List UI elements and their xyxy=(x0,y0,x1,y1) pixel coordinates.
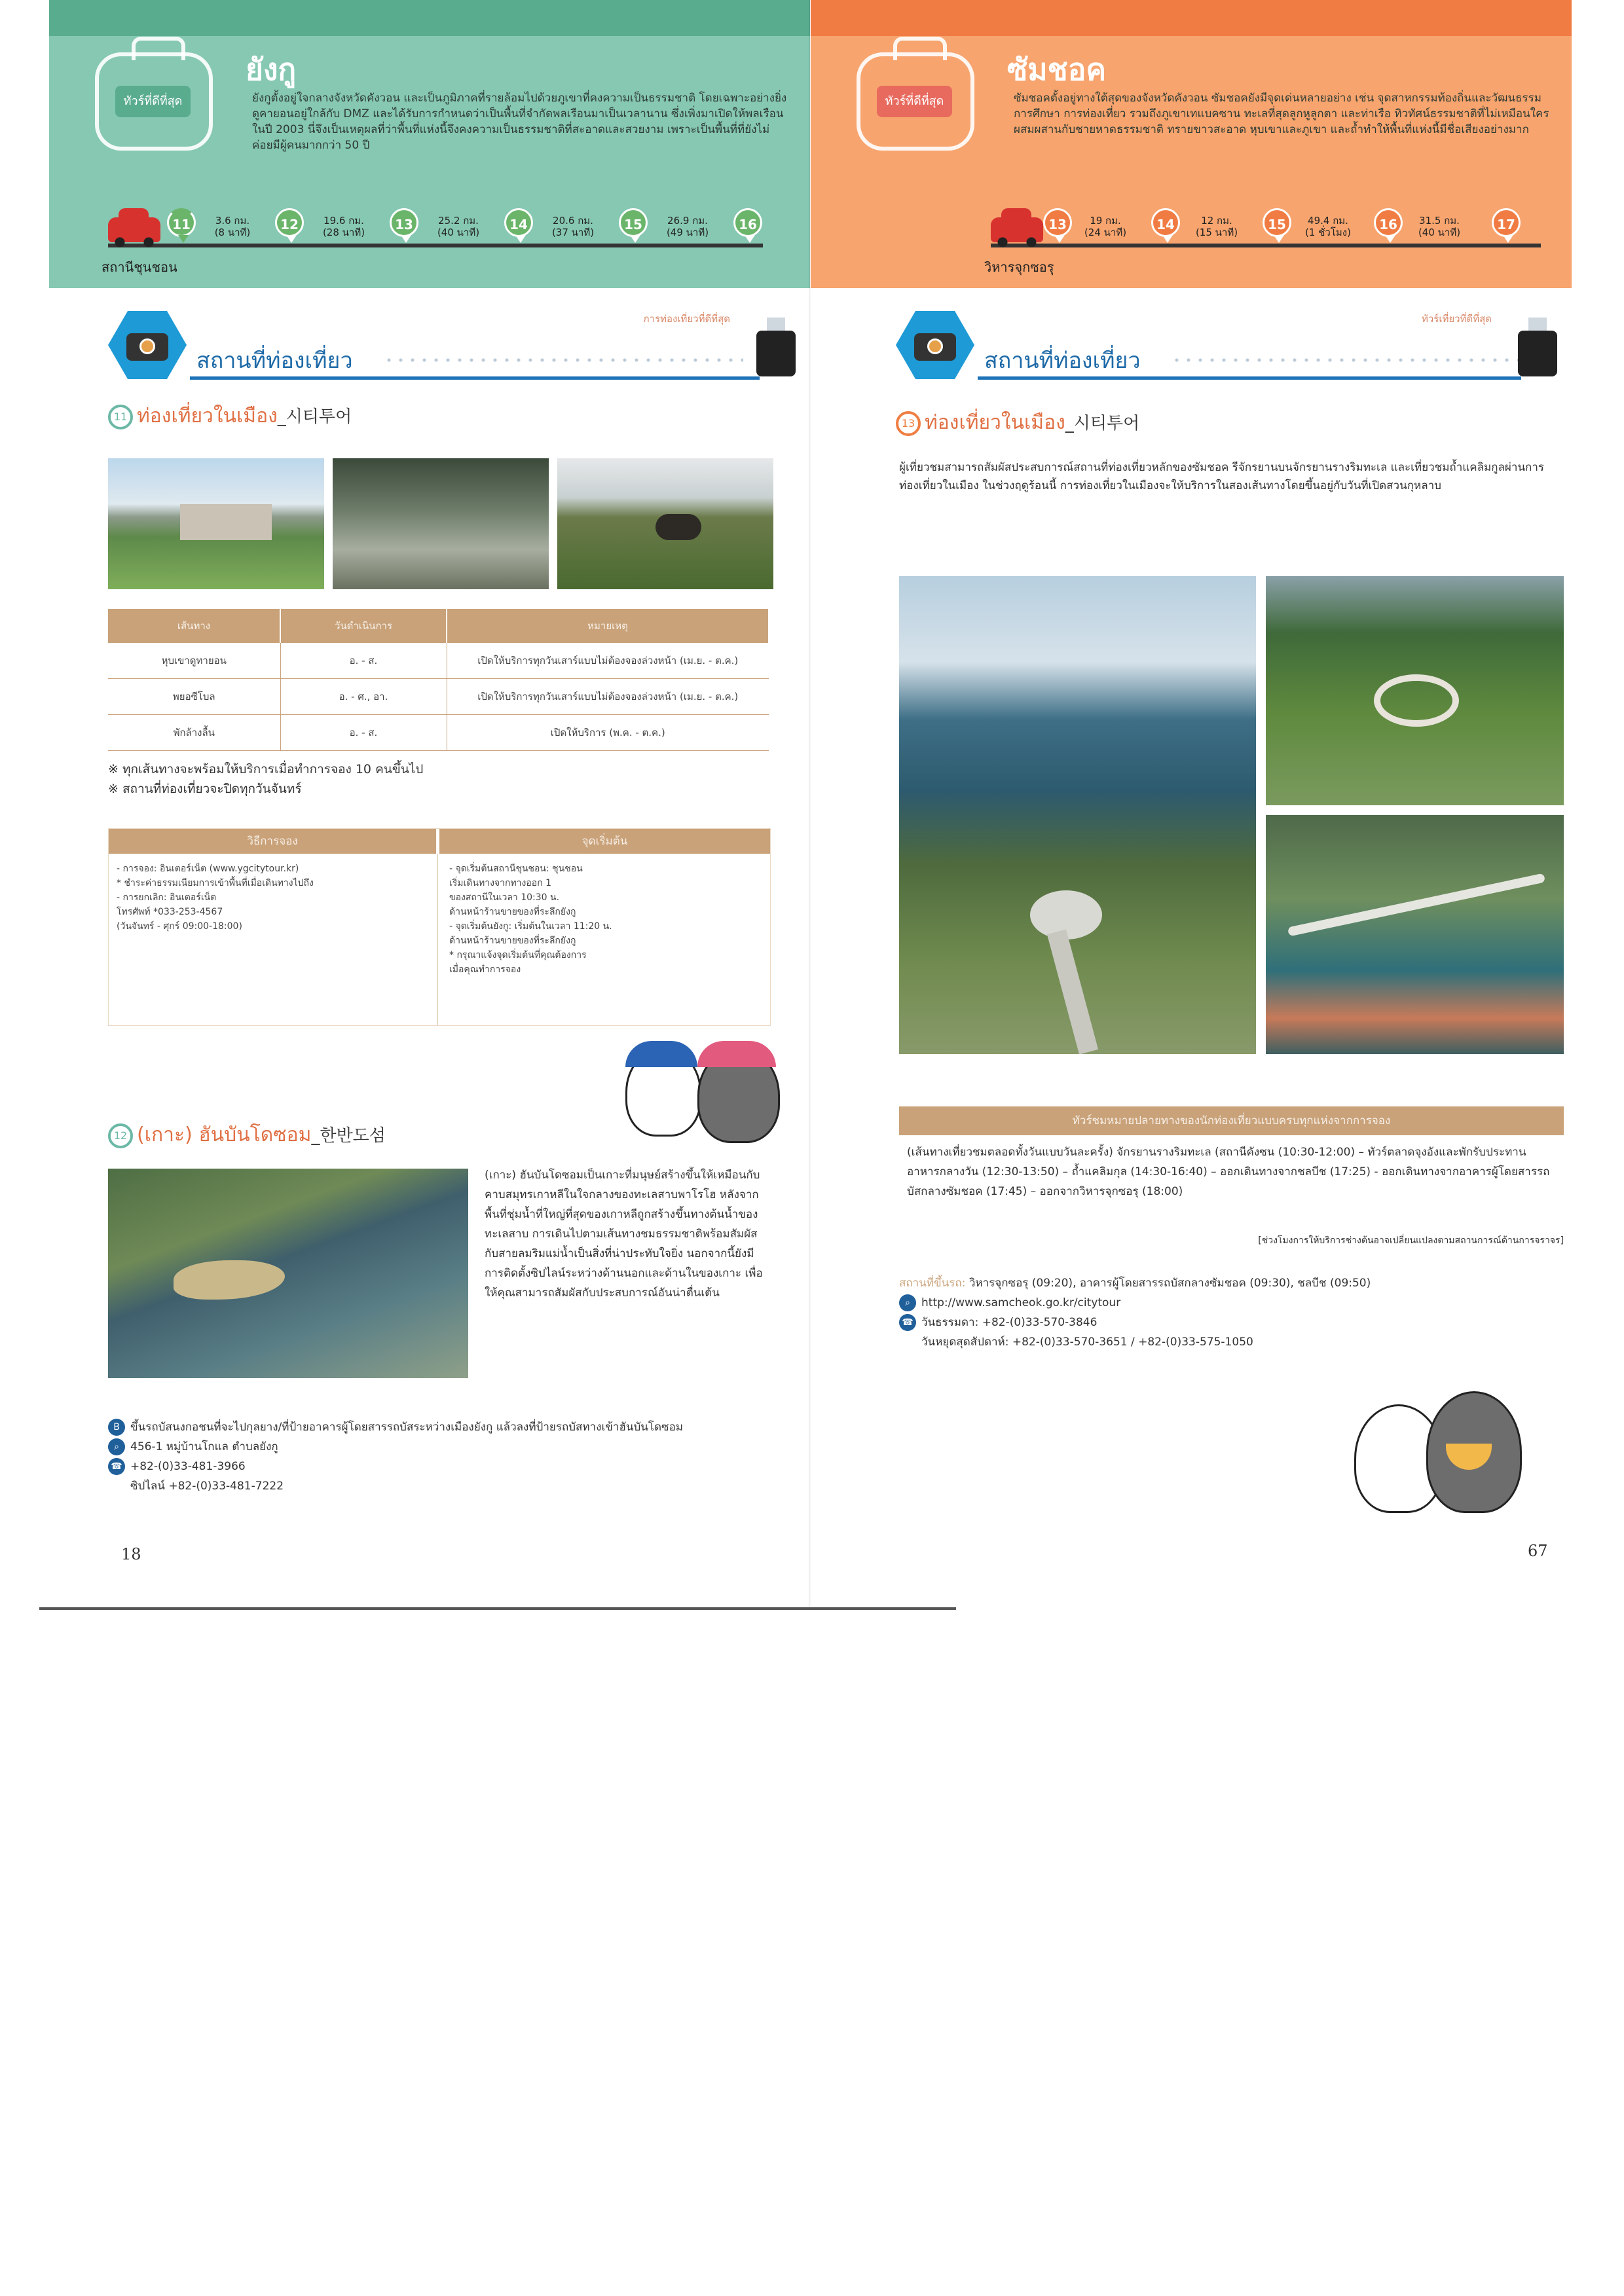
distance-label: 26.9 กม. (49 นาที) xyxy=(666,215,709,238)
stop-marker: 13 xyxy=(390,208,418,237)
distance-label: 49.4 กม. (1 ชั่วโมง) xyxy=(1305,215,1351,238)
booking-box xyxy=(108,828,771,1026)
subsection-hanbando: 12 (เกาะ) ฮันบันโดซอม_한반도섬 xyxy=(108,1120,386,1150)
phone-icon: ☎ xyxy=(108,1458,125,1475)
page-number: 18 xyxy=(121,1545,141,1563)
photo-coastal-park xyxy=(899,576,1256,1054)
table-row: พยอซีโบล อ. - ศ., อา. เปิดให้บริการทุกวันเสาร์แบบไม่ต้องจองล่วงหน้า (เม.ย. - ต.ค.) xyxy=(108,679,769,715)
section-title: สถานที่ท่องเที่ยว xyxy=(196,348,353,374)
distance-label: 12 กม. (15 นาที) xyxy=(1195,215,1238,238)
globe-icon: ⌕ xyxy=(899,1294,916,1311)
camera-icon xyxy=(108,311,187,379)
stop-marker: 14 xyxy=(504,208,533,237)
section-header xyxy=(108,311,796,383)
mascot-illustration xyxy=(612,1041,783,1152)
region-title: ยังกู xyxy=(246,52,297,87)
right-header-band xyxy=(811,0,1572,288)
section-tagline: ทัวร์เที่ยวที่ดีที่สุด xyxy=(1421,313,1492,325)
table-header: เส้นทาง xyxy=(108,609,280,643)
stop-marker: 11 xyxy=(167,208,196,237)
suitcase-icon xyxy=(857,52,974,151)
bag-tag: ทัวร์ที่ดีที่สุด xyxy=(877,86,952,117)
location-pin-icon: 13 xyxy=(896,411,921,436)
route-origin: วิหารจุกซอรุ xyxy=(984,259,1054,275)
suitcase-icon xyxy=(95,52,213,151)
tour-box-text: (เส้นทางเที่ยวชมตลอดทั้งวันแบบวันละครั้ง) จักรยานรางริมทะเล (สถานีคังซน (10:30-12:00) – ทัวร์ตลาดจุงอังและพักรับประทานอาหารกลางวัน (12:30-13:50) – ถ้ำแคลิมกุล (14:30-16:40) – ออกเดินทางจากชลบีช (17:25) - ออกเดินทางจากอาคารผู้โดยสารรถบัสกลางซัมชอค (17:45) – ออกจากวิหารจุกซอรุ (18:00) xyxy=(907,1146,1550,1198)
photo-animal xyxy=(557,458,773,589)
bus-icon: B xyxy=(108,1419,125,1436)
distance-label: 19 กม. (24 นาที) xyxy=(1084,215,1127,238)
location-pin-icon: 11 xyxy=(108,405,133,429)
table-header: หมายเหตุ xyxy=(447,609,769,643)
right-page xyxy=(811,0,1572,1611)
camera-icon xyxy=(896,311,974,379)
photo-museum xyxy=(108,458,324,589)
region-description: ซัมชอคตั้งอยู่ทางใต้สุดของจังหวัดคังวอน ซัมชอคยังมีจุดเด่นหลายอย่าง เช่น จุดสาหกรรมท้องถิ่นและวัฒนธรรม การศึกษา การท่องเที่ยว รวมถึงภูเขาเทแบคซาน ทะเลที่สุดลูกหูลูกตา และท่าเรือ ทิวทัศน์ธรรมชาติที่ไม่เหมือนใครผสมผสานกับชายหาดธรรมชาติ ทรายขาวสะอาด หุบเขาและภูเขา และถ้ำทำให้พื้นที่แห่งนี้มีชื่อเสียงอย่างมาก xyxy=(1014,92,1549,136)
stop-marker: 13 xyxy=(1043,208,1072,237)
luggage-icon xyxy=(756,331,796,376)
subsection-city-tour: 11 ท่องเที่ยวในเมือง_시티투어 xyxy=(108,401,352,431)
contact-info: B ขึ้นรถบัสนงกอชนที่จะไปกุลยาง/ที่ป้ายอาคารผู้โดยสารรถบัสระหว่างเมืองยังกู แล้วลงที่ป้ายรถบัสทางเข้าฮันบันโดซอม ⌕ 456-1 หมู่บ้านโกแล ตำบลยังกู ☎ +82-(0)33-481-3966 ซิปไลน์ +82-(0)33-481-7222 xyxy=(108,1417,802,1496)
city-tour-intro: ผู้เที่ยวชมสามารถสัมผัสประสบการณ์สถานที่ท่องเที่ยวหลักของซัมชอค รีจักรยานบนจักรยานรางริมทะเล และเที่ยวชมถ้ำแคลิมกูลผ่านการท่องเที่ยวในเมือง ในช่วงฤดูร้อนนี้ การท่องเที่ยวในเมืองจะให้บริการในสองเส้นทางโดยขึ้นอยู่กับวันที่เปิดสวนกุหลาบ xyxy=(899,461,1545,492)
brochure-spread xyxy=(49,0,1572,1611)
route-bar xyxy=(991,203,1541,268)
table-header: วันดำเนินการ xyxy=(280,609,447,643)
bag-tag: ทัวร์ที่ดีที่สุด xyxy=(115,86,191,117)
left-top-strip xyxy=(49,0,810,36)
phone-icon: ☎ xyxy=(899,1314,916,1331)
departure-text: - จุดเริ่มต้นสถานีชุนชอน: ชุนชอน เริ่มเดินทางจากทางออก 1 ของสถานีในเวลา 10:30 น. ด้านหน้าร้านขายของที่ระลึกยังกู - จุดเริ่มต้นยังกู: เริ่มต้นในเวลา 11:20 น. ด้านหน้าร้านขายของที่ระลึกยังกู * กรุณาแจ้งจุดเริ่มต้นที่คุณต้องการ เมื่อคุณทำการจอง xyxy=(449,864,612,975)
stop-marker: 16 xyxy=(733,208,762,237)
stop-marker: 12 xyxy=(275,208,304,237)
distance-label: 19.6 กม. (28 นาที) xyxy=(322,215,365,238)
region-title: ซัมชอค xyxy=(1007,52,1107,87)
hanbando-description: (เกาะ) ฮันบันโดซอมเป็นเกาะที่มนุษย์สร้างขึ้นให้เหมือนกับคาบสมุทรเกาหลีในใจกลางของทะเลสาบพาโรโฮ หลังจากพื้นที่ชุ่มน้ำที่ใหญ่ที่สุดของเกาหลีถูกสร้างขึ้นทางต้นน้ำของทะเลสาบ การเดินไปตามเส้นทางชมธรรมชาติพร้อมสัมผัสกับสายลมริมแม่น้ำเป็นสิ่งที่น่าประทับใจยิ่ง นอกจากนี้ยังมีการติดตั้งซิปไลน์ระหว่างด้านนอกและด้านในของเกาะ เพื่อให้คุณสามารถสัมผัสกับประสบการณ์อันน่าตื่นเต้น xyxy=(485,1169,763,1300)
notes: ※ ทุกเส้นทางจะพร้อมให้บริการเมื่อทำการจอง 10 คนขึ้นไป ※ สถานที่ท่องเที่ยวจะปิดทุกวันจันทร์ xyxy=(108,762,424,796)
photo-rose-garden xyxy=(1266,576,1564,805)
stop-marker: 17 xyxy=(1492,208,1521,237)
section-tagline: การท่องเที่ยวที่ดีที่สุด xyxy=(643,313,730,325)
search-icon: ⌕ xyxy=(108,1438,125,1455)
tour-box-note: [ช่วงโมงการให้บริการช่างต้นอาจเปลี่ยนแปลงตามสถานการณ์ด้านการจราจร] xyxy=(1258,1235,1564,1246)
right-top-strip xyxy=(811,0,1572,36)
table-row: หุบเขาดูทายอน อ. - ส. เปิดให้บริการทุกวันเสาร์แบบไม่ต้องจองล่วงหน้า (เม.ย. - ต.ค.) xyxy=(108,643,769,679)
distance-label: 31.5 กม. (40 นาที) xyxy=(1418,215,1461,238)
location-pin-icon: 12 xyxy=(108,1123,133,1148)
distance-label: 25.2 กม. (40 นาที) xyxy=(437,215,480,238)
booking-header: วิธีการจอง xyxy=(109,829,436,854)
page-gutter xyxy=(809,0,811,1611)
route-origin: สถานีชุนชอน xyxy=(101,259,177,275)
section-title: สถานที่ท่องเที่ยว xyxy=(984,348,1141,374)
stop-marker: 15 xyxy=(619,208,648,237)
tour-contact-info: สถานที่ขึ้นรถ: วิหารจุกซอรุ (09:20), อาคารผู้โดยสารรถบัสกลางซัมชอค (09:30), ชลบีช (09:50) ⌕ http://www.samcheok.go.kr/citytour ☎ วันธรรมดา: +82-(0)33-570-3846 วันหยุดสุดสัปดาห์: +82-(0)33-570-3651 / +82-(0)33-575-1050 xyxy=(899,1277,1371,1349)
page-bottom-edge xyxy=(39,1607,956,1610)
section-header xyxy=(896,311,1557,383)
stop-marker: 14 xyxy=(1151,208,1180,237)
tour-schedule-table xyxy=(108,609,769,751)
subsection-city-tour: 13 ท่องเที่ยวในเมือง_시티투어 xyxy=(896,407,1139,438)
distance-label: 20.6 กม. (37 นาที) xyxy=(551,215,595,238)
car-icon xyxy=(991,217,1043,242)
booking-text: - การจอง: อินเตอร์เน็ต (www.ygcitytour.kr) * ชำระค่าธรรมเนียมการเข้าพื้นที่เมื่อเดินทางไปถึง - การยกเลิก: อินเตอร์เน็ต โทรศัพท์ *033-253-4567 (วันจันทร์ - ศุกร์ 09:00-18:00) xyxy=(117,864,314,932)
tour-info-box xyxy=(899,1106,1564,1270)
luggage-icon xyxy=(1518,331,1557,376)
table-row: พักล้างลื้น อ. - ส. เปิดให้บริการ (พ.ค. - ต.ค.) xyxy=(108,715,769,751)
page-number: 67 xyxy=(1528,1542,1548,1560)
stop-marker: 15 xyxy=(1263,208,1291,237)
photo-hanbando-island xyxy=(108,1169,468,1378)
photo-stream xyxy=(333,458,549,589)
left-header-band xyxy=(49,0,810,288)
photo-rail-bike-coast xyxy=(1266,815,1564,1054)
tour-box-header: ทัวร์ชมหมายปลายทางของนักท่องเที่ยวแบบครบทุกแห่งจากการจอง xyxy=(899,1106,1564,1135)
distance-label: 3.6 กม. (8 นาที) xyxy=(214,215,251,238)
route-bar xyxy=(108,203,763,268)
departure-header: จุดเริ่มต้น xyxy=(439,829,770,854)
stop-marker: 16 xyxy=(1374,208,1403,237)
left-page xyxy=(49,0,810,1611)
region-description: ยังกูตั้งอยู่ใจกลางจังหวัดคังวอน และเป็นภูมิภาคที่รายล้อมไปด้วยภูเขาที่คงความเป็นธรรมชาติ โดยเฉพาะอย่างยิ่ง ดูคายอนอยู่ใกล้กับ DMZ และได้รับการกำหนดว่าเป็นพื้นที่จำกัดพลเรือนมาเป็นเวลานาน ซึ่งเพิ่งมาเปิดให้พลเรือนในปี 2003 นี่จึงเป็นเหตุผลที่ว่าพื้นที่แห่งนี้จึงคงความเป็นธรรมชาติที่สะอาดและสวยงาม เพราะเป็นพื้นที่ที่ยังไม่ค่อยมีผู้คนมากกว่า 50 ปี xyxy=(252,92,787,152)
website-link[interactable]: http://www.samcheok.go.kr/citytour xyxy=(921,1296,1121,1309)
car-icon xyxy=(108,217,160,242)
mascot-illustration xyxy=(1328,1345,1557,1522)
